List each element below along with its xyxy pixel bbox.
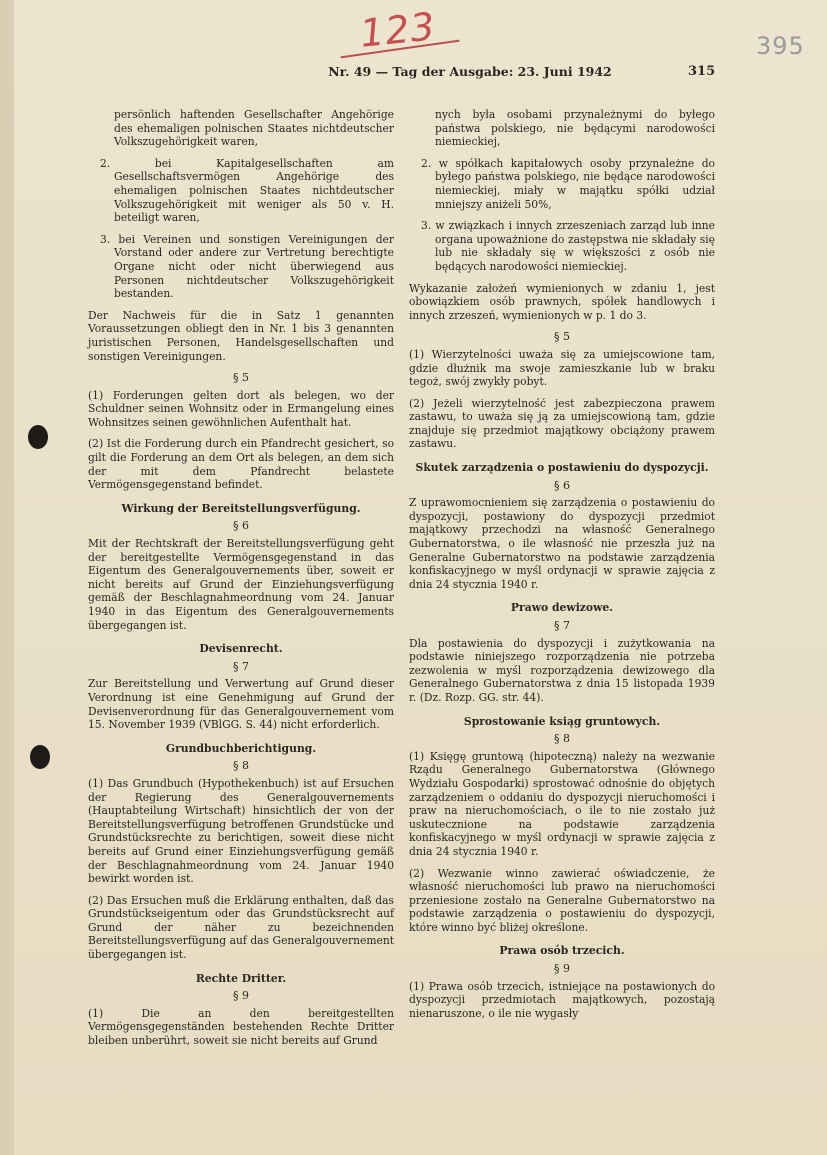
- page-header: Nr. 49 — Tag der Ausgabe: 23. Juni 1942: [328, 64, 612, 79]
- section-heading: Sprostowanie ksiąg gruntowych.: [463, 714, 661, 728]
- paragraph: (1) Wierzytelności uważa się za umiejscowione tam, gdzie dłużnik ma swoje zamieszkanie lub w braku tegoż, swój zwykły pobyt.: [409, 347, 715, 389]
- list-item: 2. bei Kapitalgesellschaften am Gesellschaftsvermögen Angehörige des ehemaligen polnischen Staates nichtdeutscher Volkszugehörigkeit mit weniger als 50 v. H. beteiligt waren,: [100, 156, 394, 225]
- list-item: 3. bei Vereinen und sonstigen Vereinigungen der Vorstand oder andere zur Vertretung berechtigte Organe nicht oder nicht überwiegend aus Personen nichtdeutscher Volkszugehörigkeit bestanden.: [100, 232, 394, 301]
- paragraph: (2) Ist die Forderung durch ein Pfandrecht gesichert, so gilt die Forderung an dem Ort als belegen, an dem sich der mit dem Pfandrecht belastete Vermögensgegenstand befindet.: [88, 437, 394, 492]
- paragraph: (2) Jeżeli wierzytelność jest zabezpieczona prawem zastawu, to uważa się ją za umiejscowioną tam, gdzie znajduje się przedmiot majątkowy obciążony prawem zastawu.: [409, 396, 715, 451]
- section-number: § 8: [233, 759, 249, 773]
- handwritten-gray-number: 395: [756, 32, 805, 60]
- paragraph: (1) Das Grundbuch (Hypothekenbuch) ist auf Ersuchen der Regierung des Generalgouvernements (Hauptabteilung Wirtschaft) hinsichtlich der von der Bereitstellungsverfügung betroffenen Grundstücke und Grundstücksrechte zu berichtigen, soweit diese nicht bereits auf Grund einer Einziehungsverfügung gemäß der Beschlagnahmeordnung vom 24. Januar 1940 bewirkt worden ist.: [88, 776, 394, 886]
- section-number: § 8: [554, 732, 570, 746]
- paragraph: Dla postawienia do dyspozycji i zużytkowania na podstawie niniejszego rozporządzenia nie potrzeba zezwolenia w myśl rozporządzenia dewizowego dla Generalnego Gubernatorstwa z dnia 15 listopada 1939 r. (Dz. Rozp. GG. str. 44).: [409, 636, 715, 704]
- paragraph: (2) Das Ersuchen muß die Erklärung enthalten, daß das Grundstückseigentum oder das Grundstücksrecht auf Grund der näher zu bezeichnenden Bereitstellungsverfügung auf das Generalgouvernement übergegangen ist.: [88, 893, 394, 962]
- section-heading: Wirkung der Bereitstellungsverfügung.: [121, 501, 361, 515]
- punch-hole: [28, 425, 48, 449]
- section-heading: Skutek zarządzenia o postawieniu do dyspozycji.: [415, 461, 709, 475]
- paragraph: nych była osobami przynależnymi do byłego państwa polskiego, nie będącymi narodowości niemieckiej,: [435, 108, 715, 149]
- polish-column: [409, 108, 715, 1028]
- section-number: § 7: [554, 619, 570, 632]
- section-number: § 5: [233, 371, 249, 385]
- paragraph: Zur Bereitstellung und Verwertung auf Grund dieser Verordnung ist eine Genehmigung auf Grund der Devisenverordnung für das Generalgouvernement vom 15. November 1939 (VBlGG. S. 44) nicht erforderlich.: [88, 677, 394, 732]
- page-number: 315: [688, 64, 716, 79]
- section-number: § 7: [233, 659, 249, 673]
- paragraph: (1) Księgę gruntową (hipoteczną) należy na wezwanie Rządu Generalnego Gubernatorstwa (Głównego Wydziału Gospodarki) sprostować odnośnie do objętych zarządzeniem o oddaniu do dyspozycji nieruchomości i praw na nieruchomościach, o ile to nie zostało już uskutecznione na podstawie zarządzenia konfiskacyjnego w myśl ordynacji w sprawie zajęcia z dnia 24 stycznia 1940 r.: [409, 749, 715, 858]
- paragraph: persönlich haftenden Gesellschafter Angehörige des ehemaligen polnischen Staates nichtdeutscher Volkszugehörigkeit waren,: [114, 108, 394, 149]
- paragraph: (2) Wezwanie winno zawierać oświadczenie, że własność nieruchomości lub prawo na nieruchomości przeniesione zostało na Generalne Gubernatorstwo na podstawie zarządzenia o postawieniu do dyspozycji, które winno być bliżej określone.: [409, 866, 715, 934]
- punch-hole: [30, 745, 50, 769]
- paragraph: (1) Forderungen gelten dort als belegen, wo der Schuldner seinen Wohnsitz oder in Ermangelung eines Wohnsitzes seinen gewöhnlichen Aufenthalt hat.: [88, 388, 394, 429]
- section-number: § 9: [233, 989, 249, 1003]
- paragraph: Der Nachweis für die in Satz 1 genannten Voraussetzungen obliegt den in Nr. 1 bis 3 genannten juristischen Personen, Handelsgesellschaften und sonstigen Vereinigungen.: [88, 308, 394, 363]
- paragraph: (1) Die an den bereitgestellten Vermögensgegenständen bestehenden Rechte Dritter bleiben unberührt, soweit sie nicht bereits auf Grund: [88, 1006, 394, 1048]
- section-heading: Prawa osób trzecich.: [499, 944, 625, 958]
- section-heading: Rechte Dritter.: [195, 971, 287, 985]
- section-number: § 6: [554, 478, 570, 492]
- page-edge: [0, 0, 14, 1155]
- section-number: § 5: [554, 330, 570, 344]
- paragraph: (1) Prawa osób trzecich, istniejące na postawionych do dyspozycji przedmiotach majątkowych, pozostają nienaruszone, o ile nie wygasły: [409, 979, 715, 1020]
- paragraph: Wykazanie założeń wymienionych w zdaniu 1, jest obowiązkiem osób prawnych, spółek handlowych i innych zrzeszeń, wymienionych w p. 1 do 3.: [409, 281, 715, 322]
- paragraph: Z uprawomocnieniem się zarządzenia o postawieniu do dyspozycji, postawiony do dyspozycji przedmiot majątkowy przechodzi na własność Generalnego Gubernatorstwa, o ile własność nie przeszła już na Generalne Gubernatorstwo na podstawie zarządzenia konfiskacyjnego w myśl ordynacji w sprawie zajęcia z dnia 24 stycznia 1940 r.: [409, 496, 715, 591]
- section-heading: Prawo dewizowe.: [510, 601, 614, 615]
- list-item: 2. w spółkach kapitałowych osoby przynależne do byłego państwa polskiego, nie będące narodowości niemieckiej, miały w majątku spółki udział mniejszy aniżeli 50%,: [421, 156, 715, 211]
- section-heading: Devisenrecht.: [199, 642, 283, 656]
- list-item: 3. w związkach i innych zrzeszeniach zarząd lub inne organa upoważnione do zastępstwa nie składały się lub nie składały się w większości z osób nie będących narodowości niemieckiej.: [421, 219, 715, 273]
- section-heading: Grundbuchberichtigung.: [165, 741, 317, 755]
- german-column: [88, 108, 394, 1056]
- section-number: § 6: [233, 519, 249, 533]
- section-number: § 9: [554, 962, 570, 976]
- handwritten-red-number: 123: [357, 4, 438, 56]
- paragraph: Mit der Rechtskraft der Bereitstellungsverfügung geht der bereitgestellte Vermögensgegenstand in das Eigentum des Generalgouvernements über, soweit er nicht bereits auf Grund der Einziehungsverfügung gemäß der Beschlagnahmeordnung vom 24. Januar 1940 in das Eigentum des Generalgouvernements übergegangen ist.: [88, 537, 394, 632]
